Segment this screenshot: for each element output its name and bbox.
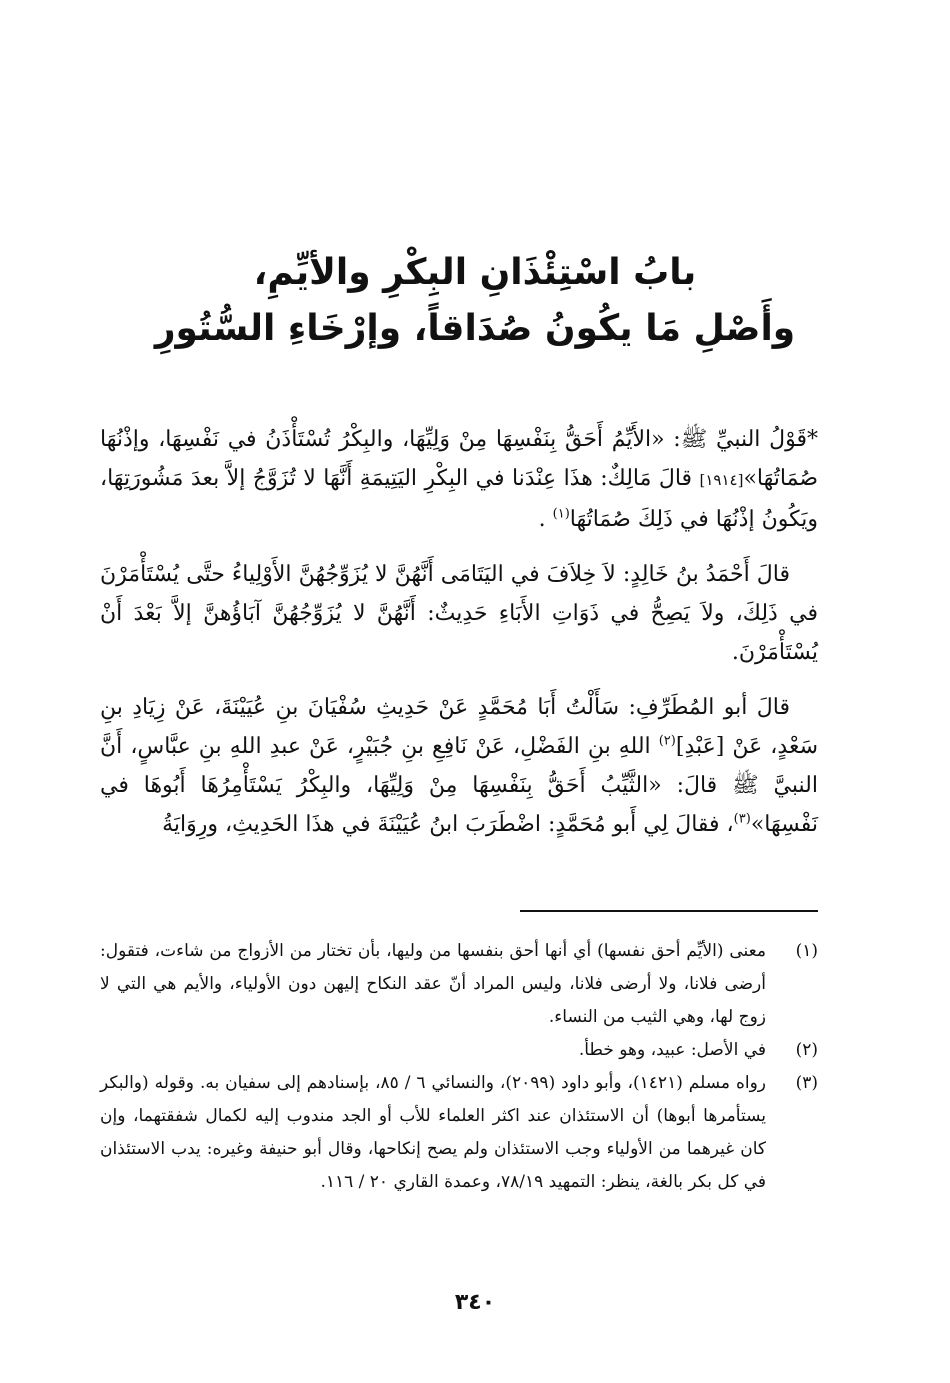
chapter-title-line-1: بابُ اسْتِئْذَانِ البِكْرِ والأيِّمِ، (253, 252, 697, 293)
text-segment: *قَوْلُ النبيِّ ﷺ: «الأَيِّمُ أَحَقُّ بِنَفْسِهَا مِنْ وَلِيِّهَا، والبِكْرُ تُسْتَأْذَنُ في نَفْسِهَا، وإذْنُهَا صُمَاتُهَا» (100, 427, 818, 491)
paragraph (100, 555, 818, 672)
paragraph (100, 420, 818, 539)
text-segment: قالَ أبو المُطَرِّفِ: سَأَلْتُ أَبَا مُحَمَّدٍ عَنْ حَدِيثِ سُفْيَانَ بنِ عُيَيْنَةَ، عَنْ زِيَادِ بنِ سَعْدٍ، عَنْ [عَبْدِ] (100, 695, 819, 759)
main-text (100, 420, 818, 860)
text-segment: قالَ أَحْمَدُ بنُ خَالِدٍ: لاَ خِلاَفَ في اليَتَامَى أَنَّهُنَّ لا يُزَوِّجُهُنَّ الأَوْلِياءُ حتَّى يُسْتَأْمَرْنَ في ذَلِكَ، ولاَ يَصِحُّ في ذَوَاتِ الأَبَاءِ حَدِيثٌ: أَنَّهُنَّ لا يُزَوِّجُهُنَّ آبَاؤُهنَّ إلاَّ بَعْدَ أَنْ يُسْتَأْمَرْنَ. (100, 562, 818, 665)
footnote-text: رواه مسلم (١٤٢١)، وأبو داود (٢٠٩٩)، والنسائي ٦ / ٨٥، بإسنادهم إلى سفيان به. وقوله (والبكر يستأمرها أبوها) أن الاستئذان عند اكثر العلماء للأب أو الجد مندوب إليه لكمال شفقتهما، وإن كان غيرهما من الأولياء وجب الاستئذان ولم يصح إنكاحها، وقال أبو حنيفة وغيره: يدب الاستئذان في كل بكر بالغة، ينظر: التمهيد ٧٨/١٩، وعمدة القاري ٢٠ / ١١٦. (100, 1073, 766, 1192)
footnote-marker: (١) (552, 506, 570, 522)
footnotes (100, 935, 818, 1199)
footnote-text: في الأصل: عبيد، وهو خطأ. (578, 1040, 766, 1060)
reference-number: [١٩١٤] (699, 471, 744, 489)
text-segment: قالَ مَالِكٌ: هذَا عِنْدَنا في البِكْرِ اليَتِيمَةِ أَنَّهَا لا تُزَوَّجُ إلاَّ بعدَ مَشُورَتِهَا، ويَكُونُ إذْنُهَا في ذَلِكَ صُمَاتُهَا (100, 466, 818, 532)
footnote-marker: (٣) (733, 811, 751, 827)
footnote-marker: (٢) (658, 733, 676, 749)
chapter-title-line-2: وأَصْلِ مَا يكُونُ صُدَاقاً، وإرْخَاءِ السُّتُورِ (154, 308, 796, 349)
footnote-number: (١) (795, 941, 818, 961)
chapter-title (100, 245, 850, 357)
footnote (100, 1034, 818, 1067)
footnote (100, 1067, 818, 1199)
footnote (100, 935, 818, 1034)
footnote-separator (520, 910, 818, 912)
text-segment: ، فقالَ لِي أَبو مُحَمَّدٍ: اضْطَرَبَ ابنُ عُيَيْنَةَ في هذَا الحَدِيثِ، ورِوَايَةُ (162, 812, 734, 837)
page-number: ٣٤٠ (454, 1290, 496, 1315)
footnote-number: (٣) (795, 1073, 818, 1093)
footnote-number: (٢) (795, 1040, 818, 1060)
paragraph (100, 688, 818, 844)
text-segment: اللهِ بنِ الفَضْلِ، عَنْ نَافِعِ بنِ جُبَيْرٍ، عَنْ عبدِ اللهِ بنِ عبَّاسٍ، أَنَّ النبيَّ ﷺ قالَ: «الثَّيِّبُ أَحَقُّ بِنَفْسِهَا مِنْ وَلِيِّهَا، والبِكْرُ يَسْتَأْمِرُهَا أَبُوهَا في نَفْسِهَا» (100, 734, 818, 837)
text-segment: . (538, 507, 553, 532)
footnote-text: معنى (الأيِّم أحق نفسها) أي أنها أحق بنفسها من وليها، بأن تختار من الأزواج من شاءت، فتقول: أرضى فلانا، ولا أرضى فلانا، وليس المراد أنّ عقد النكاح إليهن دون الأولياء، والأيم هي التي لا زوج لها، وهي الثيب من النساء. (100, 941, 766, 1027)
